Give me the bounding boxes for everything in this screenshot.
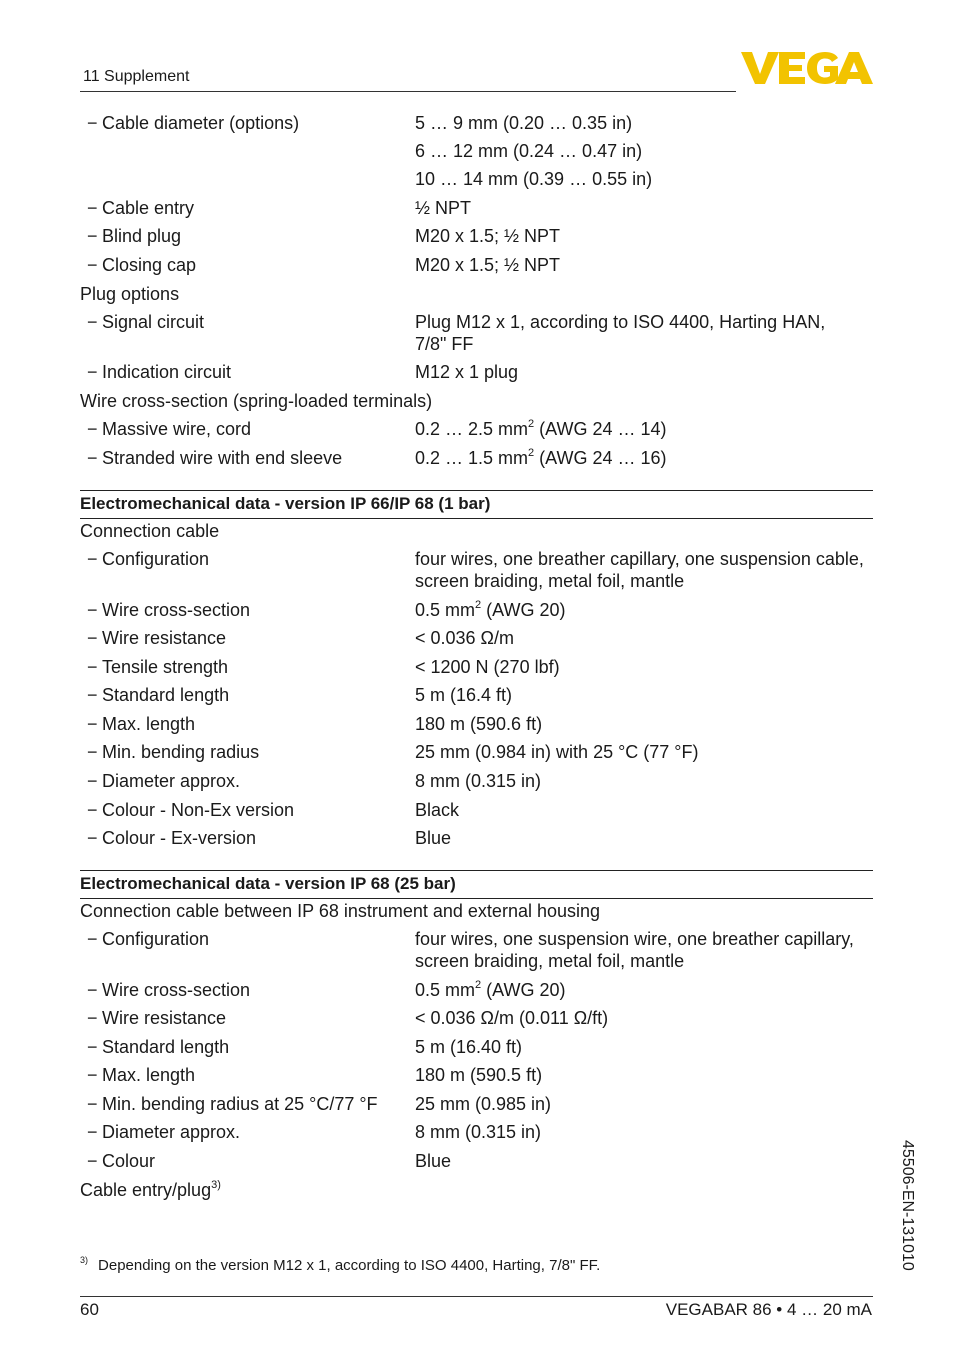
dash-marker: −: [87, 448, 98, 468]
spec-value: 8 mm (0.315 in): [415, 1122, 542, 1142]
spec-value: 180 m (590.6 ft): [415, 714, 543, 734]
spec-value: 5 … 9 mm (0.20 … 0.35 in): [415, 113, 633, 133]
dash-marker: −: [87, 657, 98, 677]
dash-marker: −: [87, 929, 98, 949]
spec-label: Min. bending radius at 25 °C/77 °F: [102, 1094, 378, 1114]
header-rule: [80, 91, 736, 92]
group-title-plug-options: Plug options: [80, 284, 180, 304]
dash-marker: −: [87, 800, 98, 820]
spec-value: Blue: [415, 1151, 452, 1171]
spec-value: M20 x 1.5; ½ NPT: [415, 226, 561, 246]
spec-label: Signal circuit: [102, 312, 205, 332]
section-rule-top: [80, 870, 873, 871]
spec-label: Closing cap: [102, 255, 197, 275]
spec-value: screen braiding, metal foil, mantle: [415, 951, 685, 971]
spec-label: Configuration: [102, 549, 210, 569]
spec-value: 5 m (16.4 ft): [415, 685, 513, 705]
spec-value: 5 m (16.40 ft): [415, 1037, 523, 1057]
spec-value: four wires, one breather capillary, one suspension cable,: [415, 549, 864, 569]
spec-value: < 0.036 Ω/m (0.011 Ω/ft): [415, 1008, 609, 1028]
spec-value: M12 x 1 plug: [415, 362, 519, 382]
spec-label: Stranded wire with end sleeve: [102, 448, 343, 468]
dash-marker: −: [87, 1151, 98, 1171]
dash-marker: −: [87, 419, 98, 439]
section-title-ip66: Electromechanical data - version IP 66/IP 68 (1 bar): [80, 494, 491, 513]
spec-label: Wire cross-section: [102, 600, 251, 620]
page-number: 60: [80, 1300, 99, 1319]
product-name: VEGABAR 86 • 4 … 20 mA: [665, 1300, 872, 1319]
dash-marker: −: [87, 771, 98, 791]
group-title-connection-cable-external: Connection cable between IP 68 instrument and external housing: [80, 901, 601, 921]
spec-label: Wire resistance: [102, 628, 227, 648]
spec-value: 0.5 $mm^2$ (AWG 20): [415, 599, 566, 620]
vega-logo: [741, 48, 873, 88]
dash-marker: −: [87, 255, 98, 275]
spec-label: Colour - Ex-version: [102, 828, 257, 848]
group-title-wire-cross-section: Wire cross-section (spring-loaded terminals): [80, 391, 433, 411]
spec-value: Black: [415, 800, 460, 820]
section-rule-bottom: [80, 518, 873, 519]
spec-label: Wire cross-section: [102, 980, 251, 1000]
spec-value: 7/8" FF: [415, 334, 474, 354]
group-title-cable-entry-plug: Cable entry/plug$^{3)}$: [80, 1179, 221, 1200]
spec-label: Indication circuit: [102, 362, 232, 382]
spec-value: screen braiding, metal foil, mantle: [415, 571, 685, 591]
dash-marker: −: [87, 1008, 98, 1028]
spec-value: 6 … 12 mm (0.24 … 0.47 in): [415, 141, 643, 161]
spec-value: 0.2 … 1.5 $mm^2$ (AWG 24 … 16): [415, 447, 667, 468]
spec-value: Plug M12 x 1, according to ISO 4400, Harting HAN,: [415, 312, 826, 332]
dash-marker: −: [87, 1122, 98, 1142]
group-title-connection-cable: Connection cable: [80, 521, 220, 541]
spec-label: Max. length: [102, 714, 196, 734]
section-rule-bottom: [80, 898, 873, 899]
dash-marker: −: [87, 628, 98, 648]
footer-rule: [80, 1296, 873, 1297]
spec-value: Blue: [415, 828, 452, 848]
footnote-ref: 3): [211, 1179, 221, 1191]
section-rule-top: [80, 490, 873, 491]
dash-marker: −: [87, 198, 98, 218]
dash-marker: −: [87, 362, 98, 382]
spec-label: Blind plug: [102, 226, 182, 246]
spec-value: 0.2 … 2.5 $mm^2$ (AWG 24 … 14): [415, 418, 667, 439]
spec-label: Configuration: [102, 929, 210, 949]
dash-marker: −: [87, 714, 98, 734]
spec-value: < 0.036 Ω/m: [415, 628, 515, 648]
spec-value: four wires, one suspension wire, one breather capillary,: [415, 929, 854, 949]
spec-value: ½ NPT: [415, 198, 472, 218]
dash-marker: −: [87, 742, 98, 762]
spec-label: Standard length: [102, 1037, 230, 1057]
spec-label: Standard length: [102, 685, 230, 705]
spec-label: Diameter approx.: [102, 1122, 241, 1142]
spec-label: Colour - Non-Ex version: [102, 800, 295, 820]
footnote-marker: 3): [80, 1255, 89, 1265]
spec-value: 10 … 14 mm (0.39 … 0.55 in): [415, 169, 653, 189]
dash-marker: −: [87, 828, 98, 848]
spec-value: < 1200 N (270 lbf): [415, 657, 560, 677]
spec-label: Colour: [102, 1151, 156, 1171]
dash-marker: −: [87, 1065, 98, 1085]
spec-value: M20 x 1.5; ½ NPT: [415, 255, 561, 275]
spec-label: Cable diameter (options): [102, 113, 300, 133]
dash-marker: −: [87, 1037, 98, 1057]
spec-value: 25 mm (0.984 in) with 25 °C (77 °F): [415, 742, 699, 762]
spec-label: Diameter approx.: [102, 771, 241, 791]
spec-value: 0.5 $mm^2$ (AWG 20): [415, 979, 566, 1000]
spec-label: Cable entry: [102, 198, 195, 218]
spec-value: 8 mm (0.315 in): [415, 771, 542, 791]
document-id: 45506-EN-131010: [899, 1140, 916, 1271]
spec-label: Massive wire, cord: [102, 419, 252, 439]
section-title-ip68: Electromechanical data - version IP 68 (25 bar): [80, 874, 456, 893]
dash-marker: −: [87, 312, 98, 332]
spec-label: Min. bending radius: [102, 742, 260, 762]
dash-marker: −: [87, 980, 98, 1000]
spec-value: 180 m (590.5 ft): [415, 1065, 543, 1085]
footnote-text: Depending on the version M12 x 1, according to ISO 4400, Harting, 7/8" FF.: [98, 1257, 601, 1274]
spec-label: Max. length: [102, 1065, 196, 1085]
footnote: [80, 1257, 600, 1274]
dash-marker: −: [87, 1094, 98, 1114]
dash-marker: −: [87, 226, 98, 246]
dash-marker: −: [87, 113, 98, 133]
spec-label: Tensile strength: [102, 657, 229, 677]
spec-value: 25 mm (0.985 in): [415, 1094, 552, 1114]
section-header: 11 Supplement: [83, 68, 190, 85]
dash-marker: −: [87, 685, 98, 705]
dash-marker: −: [87, 600, 98, 620]
dash-marker: −: [87, 549, 98, 569]
spec-label: Wire resistance: [102, 1008, 227, 1028]
